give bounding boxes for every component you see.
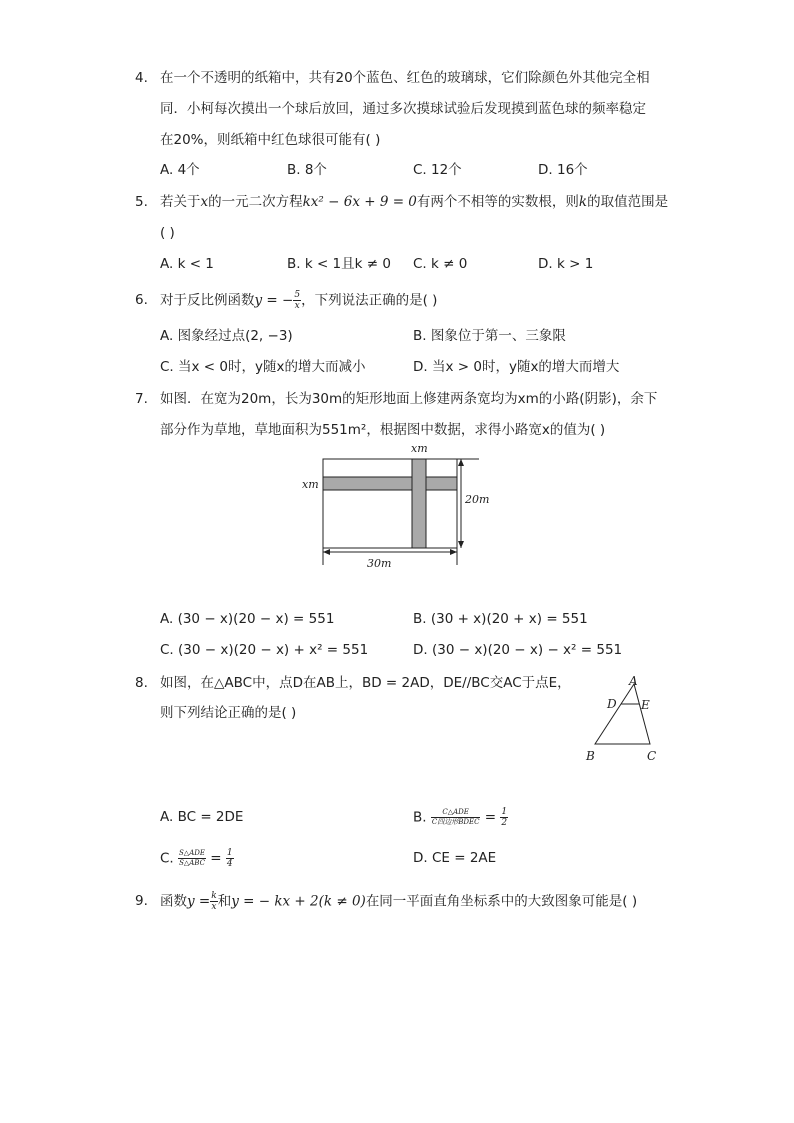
q8-option-c-eq: =: [210, 850, 222, 867]
q7-label-top: xm: [411, 442, 428, 455]
q6-func-lhs: y = −: [254, 292, 294, 309]
q5-option-b[interactable]: B. k < 1且k ≠ 0: [287, 256, 391, 272]
q9-frac-den: x: [211, 902, 217, 912]
q7-field-rect: [323, 459, 457, 548]
q8-option-b-prefix: B.: [413, 809, 427, 826]
q8-label-c: C: [647, 749, 657, 763]
q9-stem-c: 在同一平面直角坐标系中的大致图象可能是( ): [365, 893, 638, 910]
q8-option-c-rhs: [226, 848, 234, 869]
q5-option-c[interactable]: C. k ≠ 0: [413, 256, 468, 272]
q8-label-b: B: [586, 749, 595, 763]
q5-stem-line-1: [160, 192, 668, 212]
q6-stem-a: 对于反比例函数: [160, 292, 255, 309]
q8-option-b-rhs-num: 1: [501, 807, 508, 817]
q9-frac-num: k: [211, 891, 217, 901]
q8-stem-line-1: 如图，在△ABC中，点D在AB上，BD = 2AD，DE//BC交AC于点E，: [160, 675, 571, 691]
q8-label-e: E: [641, 698, 650, 712]
q8-option-b-num: C△ADE: [431, 808, 481, 818]
q8-option-b-eq: =: [484, 809, 497, 826]
q8-label-d: D: [607, 697, 617, 711]
q5-var-x: x: [200, 194, 209, 210]
q9-fraction: [210, 891, 217, 912]
q8-option-c-lhs: [178, 849, 206, 868]
q4-option-b[interactable]: B. 8个: [287, 162, 327, 178]
q8-option-c-prefix: C.: [160, 850, 174, 867]
q8-option-a[interactable]: A. BC = 2DE: [160, 809, 244, 825]
q7-option-a[interactable]: A. (30 − x)(20 − x) = 551: [160, 611, 335, 627]
q8-option-c[interactable]: [160, 848, 234, 869]
q8-triangle-abc: [595, 684, 650, 744]
q4-option-c[interactable]: C. 12个: [413, 162, 462, 178]
q7-option-d[interactable]: D. (30 − x)(20 − x) − x² = 551: [413, 642, 623, 658]
q7-number: 7.: [135, 391, 148, 407]
q5-stem-b: 的一元二次方程: [208, 194, 303, 210]
q4-stem-line-1: 在一个不透明的纸箱中，共有20个蓝色、红色的玻璃球，它们除颜色外其他完全相: [160, 70, 650, 86]
q6-fraction: [293, 290, 301, 311]
q8-number: 8.: [135, 675, 148, 691]
q8-triangle-figure: [578, 672, 668, 767]
q8-label-a: A: [629, 674, 638, 688]
q5-equation: kx² − 6x + 9 = 0: [302, 194, 417, 210]
q5-stem-a: 若关于: [160, 194, 201, 210]
q6-stem-b: ，下列说法正确的是( ): [301, 292, 438, 309]
q7-label-right: 20m: [465, 493, 490, 506]
q9-stem-a: 函数: [160, 893, 187, 910]
q5-option-d[interactable]: D. k > 1: [538, 256, 594, 272]
q9-stem-b: 和: [217, 893, 232, 910]
q6-option-b[interactable]: B. 图象位于第一、三象限: [413, 328, 566, 344]
q6-option-a[interactable]: A. 图象经过点(2, −3): [160, 328, 293, 344]
q6-option-c[interactable]: C. 当x < 0时，y随x的增大而减小: [160, 359, 366, 375]
q6-stem: [160, 290, 437, 311]
q5-stem-d: 的取值范围是: [587, 194, 669, 210]
q4-option-d[interactable]: D. 16个: [538, 162, 588, 178]
q7-option-b[interactable]: B. (30 + x)(20 + x) = 551: [413, 611, 588, 627]
q6-number: 6.: [135, 292, 148, 308]
q8-option-c-num: S△ADE: [179, 849, 205, 857]
q8-option-b-lhs: [431, 808, 481, 827]
q9-number: 9.: [135, 893, 148, 909]
q8-option-b-rhs-den: 2: [501, 818, 508, 828]
q7-figure: [295, 440, 495, 575]
q5-option-a[interactable]: A. k < 1: [160, 256, 214, 272]
q9-stem: [160, 891, 637, 912]
q6-frac-den: x: [294, 301, 300, 311]
q8-option-c-den: S△ABC: [179, 859, 205, 867]
q4-option-a[interactable]: A. 4个: [160, 162, 200, 178]
q8-option-c-rhs-num: 1: [226, 848, 233, 858]
q5-number: 5.: [135, 194, 148, 210]
q7-label-left: xm: [302, 478, 319, 491]
q7-label-bottom: 30m: [367, 557, 392, 570]
q5-stem-line-2: ( ): [160, 225, 175, 241]
q7-stem-line-1: 如图．在宽为20m，长为30m的矩形地面上修建两条宽均为xm的小路(阴影)，余下: [160, 391, 658, 407]
q8-option-c-rhs-den: 4: [226, 859, 233, 869]
q7-option-c[interactable]: C. (30 − x)(20 − x) + x² = 551: [160, 642, 369, 658]
q4-stem-line-2: 同．小柯每次摸出一个球后放回，通过多次摸球试验后发现摸到蓝色球的频率稳定: [160, 101, 646, 117]
q5-stem-c: 有两个不相等的实数根，则: [416, 194, 579, 210]
q6-option-d[interactable]: D. 当x > 0时，y随x的增大而增大: [413, 359, 620, 375]
q8-option-b[interactable]: [413, 807, 508, 828]
q8-option-d[interactable]: D. CE = 2AE: [413, 850, 497, 866]
q7-horizontal-path: [323, 477, 457, 490]
q4-stem-line-3: 在20%，则纸箱中红色球很可能有( ): [160, 132, 381, 148]
q9-equation: y = − kx + 2(k ≠ 0): [231, 893, 366, 910]
q8-option-b-den: C四边形BDEC: [431, 818, 480, 826]
q7-vertical-path: [412, 459, 426, 548]
q7-stem-line-2: 部分作为草地，草地面积为551m²，根据图中数据，求得小路宽x的值为( ): [160, 422, 606, 438]
q4-number: 4.: [135, 70, 148, 86]
q6-frac-num: 5: [294, 290, 301, 300]
q8-option-b-rhs: [500, 807, 508, 828]
q9-func-lhs: y =: [187, 893, 211, 910]
q5-var-k: k: [578, 194, 588, 210]
q8-stem-line-2: 则下列结论正确的是( ): [160, 705, 297, 721]
